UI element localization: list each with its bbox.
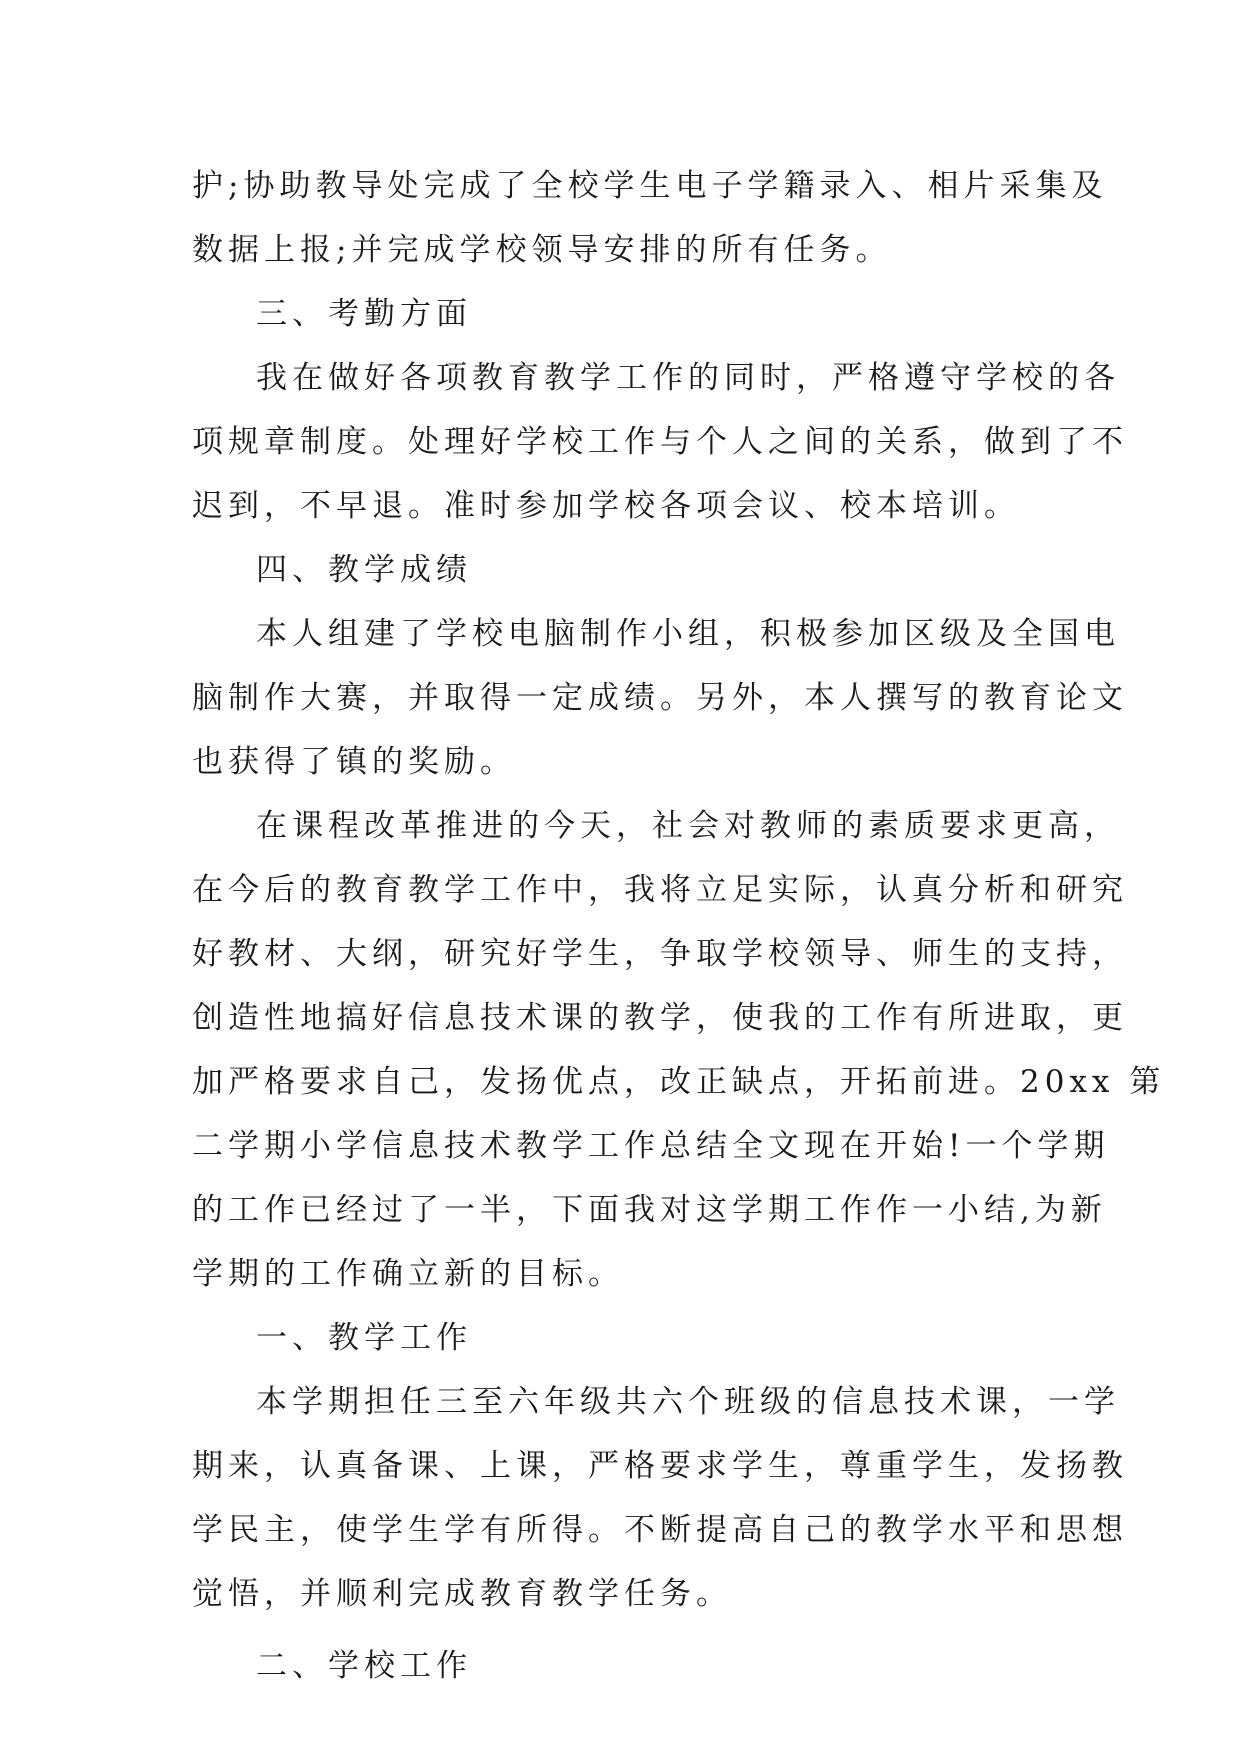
section-heading-teaching: 一、教学工作 bbox=[256, 1320, 472, 1356]
paragraph-line: 数据上报;并完成学校领导安排的所有任务。 bbox=[192, 232, 892, 268]
paragraph-line: 学期的工作确立新的目标。 bbox=[192, 1256, 624, 1292]
paragraph-line: 觉悟，并顺利完成教育教学任务。 bbox=[192, 1576, 732, 1612]
section-heading-school-work: 二、学校工作 bbox=[256, 1648, 472, 1684]
paragraph-line: 护;协助教导处完成了全校学生电子学籍录入、相片采集及 bbox=[192, 168, 1108, 204]
section-heading-attendance: 三、考勤方面 bbox=[256, 296, 472, 332]
paragraph-line: 我在做好各项教育教学工作的同时，严格遵守学校的各 bbox=[256, 360, 1120, 396]
paragraph-line: 创造性地搞好信息技术课的教学，使我的工作有所进取，更 bbox=[192, 1000, 1128, 1036]
paragraph-line: 的工作已经过了一半，下面我对这学期工作作一小结,为新 bbox=[192, 1192, 1107, 1228]
paragraph-line: 好教材、大纲，研究好学生，争取学校领导、师生的支持， bbox=[192, 936, 1128, 972]
paragraph-line: 二学期小学信息技术教学工作总结全文现在开始!一个学期 bbox=[192, 1128, 1110, 1164]
paragraph-line: 也获得了镇的奖励。 bbox=[192, 744, 516, 780]
paragraph-line: 学民主，使学生学有所得。不断提高自己的教学水平和思想 bbox=[192, 1512, 1128, 1548]
paragraph-line: 加严格要求自己，发扬优点，改正缺点，开拓前进。20xx 第 bbox=[192, 1064, 1166, 1100]
section-heading-achievements: 四、教学成绩 bbox=[256, 552, 472, 588]
paragraph-line: 期来，认真备课、上课，严格要求学生，尊重学生，发扬教 bbox=[192, 1448, 1128, 1484]
paragraph-line: 项规章制度。处理好学校工作与个人之间的关系，做到了不 bbox=[192, 424, 1128, 460]
paragraph-line: 在课程改革推进的今天，社会对教师的素质要求更高， bbox=[256, 808, 1120, 844]
paragraph-line: 在今后的教育教学工作中，我将立足实际，认真分析和研究 bbox=[192, 872, 1128, 908]
paragraph-line: 迟到，不早退。准时参加学校各项会议、校本培训。 bbox=[192, 488, 1020, 524]
paragraph-line: 本学期担任三至六年级共六个班级的信息技术课，一学 bbox=[256, 1384, 1120, 1420]
paragraph-line: 本人组建了学校电脑制作小组，积极参加区级及全国电 bbox=[256, 616, 1120, 652]
paragraph-line: 脑制作大赛，并取得一定成绩。另外，本人撰写的教育论文 bbox=[192, 680, 1128, 716]
